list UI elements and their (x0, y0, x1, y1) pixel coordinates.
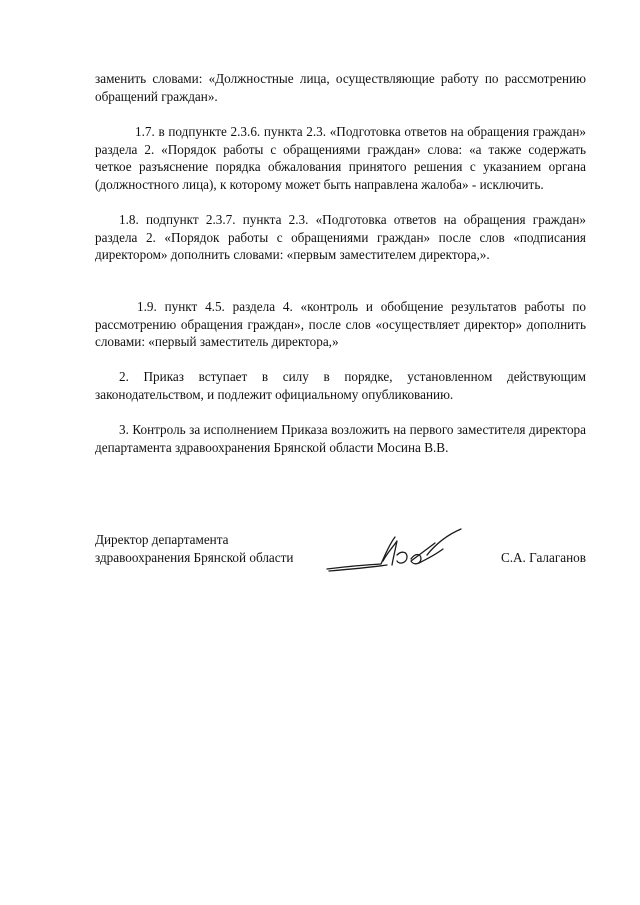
handwritten-signature (323, 525, 473, 585)
signatory-name: С.А. Галаганов (500, 549, 586, 565)
paragraph-replacement-text: заменить словами: «Должностные лица, осуществляющие работу по рассмотрению обращений граждан». (95, 71, 586, 104)
paragraph-item-2: 2. Приказ вступает в силу в порядке, установленном действующим законодательством, и подлежит официальному опубликованию. (95, 369, 586, 402)
signatory-title-line-1: Директор департамента (95, 532, 229, 547)
paragraph-item-3: 3. Контроль за исполнением Приказа возложить на первого заместителя директора департамента здравоохранения Брянской области Мосина В.В. (95, 422, 586, 455)
paragraph-item-1-9: 1.9. пункт 4.5. раздела 4. «контроль и обобщение результатов работы по рассмотрению обращения граждан», после слов «осуществляет директор» дополнить словами: «первый заместитель директора,» (95, 299, 586, 349)
signatory-title-line-2: здравоохранения Брянской области (95, 549, 294, 565)
paragraph-item-1-7: 1.7. в подпункте 2.3.6. пункта 2.3. «Подготовка ответов на обращения граждан» раздела 2. «Порядок работы с обращениями граждан» слова: «а также содержать четкое разъяснение порядка обжалования принятого решения с указанием органа (должностного лица), к которому может быть направлена жалоба» - исключить. (95, 124, 586, 192)
signatory-title (95, 531, 293, 566)
signature-block (95, 531, 586, 591)
paragraph-item-1-8: 1.8. подпункт 2.3.7. пункта 2.3. «Подготовка ответов на обращения граждан» раздела 2. «Порядок работы с обращениями граждан» после слов «подписания директором» дополнить словами: «первым заместителем директора,». (95, 212, 586, 262)
